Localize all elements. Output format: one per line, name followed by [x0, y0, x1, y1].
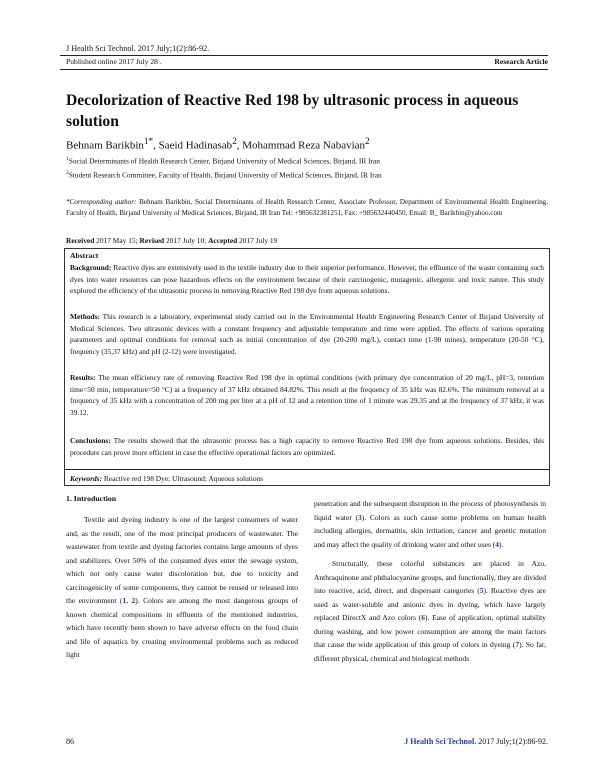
- accepted-label: Accepted: [208, 236, 238, 245]
- section-heading: 1. Introduction: [66, 494, 117, 503]
- author-affiliation-mark: 2: [232, 136, 237, 146]
- revised-date: 2017 July 10;: [164, 236, 209, 245]
- affiliation-mark: 1: [66, 156, 69, 162]
- abstract-heading: Abstract: [70, 251, 99, 260]
- paragraph-text: ). Reactive dyes are used as water-soluble and anionic dyes in dyeing, which have largely replaced DirectX and Azo colors (: [314, 586, 546, 622]
- intro-paragraph-2: [314, 497, 546, 551]
- paragraph-text: Structurally, these colorful substances are placed in Azo, Anthraquinone and phthalocyanine groups, and functionally, they are divided into reactive, acid, direct, and dispersant categories (: [314, 559, 546, 595]
- paragraph-text: Textile and dyeing industry is one of the largest consumers of water and, as the result, one of the most principal producers of wastewater. The wastewater from textile and dyeing factories contains large amounts of dyes and stabilizers. Over 50% of the consumed dyes enter the sewage system, which not only cause water discoloration but, due to toxicity and carcinogenicity of some components, they cannot be reused or released into the environment (: [66, 515, 298, 605]
- corresponding-label: *Corresponding author:: [66, 198, 137, 206]
- background-label: Background:: [70, 263, 112, 272]
- abstract-conclusions: [70, 435, 544, 458]
- header-rule-bottom: [60, 69, 548, 70]
- methods-text: This research is a laboratory, experimental study carried out in the Environmental Health Engineering Research Center of Birjand University of Medical Sciences. Two ultrasonic devices with a constant frequency and adjustable temperature and time were applied. The effects of various operating parameters and optimal conditions for removal such as initial concentration of dye (20-200 mg/L), contact time (1-90 mines), temperature (20-50 °C), frequency (35,37 kHz) and pH (2-12) were investigated.: [70, 312, 544, 356]
- footer-citation: [404, 737, 548, 746]
- dates-line: [66, 236, 277, 245]
- conclusions-label: Conclusions:: [70, 436, 111, 445]
- corresponding-text: Behnam Barikbin, Social Determinants of Health Research Center, Associate Professor, Department of Environmental Health Engineering, Faculty of Health, Birjand University of Medical Sciences, Birjand, IR Iran Tel: +985632381251, Fax: +985632440450, Email: B_ Barikbin@yahoo.com: [66, 198, 548, 217]
- citation-link[interactable]: 7: [515, 640, 520, 649]
- abstract-methods: [70, 311, 544, 357]
- author-affiliation-mark: 2: [365, 136, 370, 146]
- author-name: Behnam Barikbin: [66, 139, 144, 152]
- citation-link[interactable]: 1: [122, 596, 127, 605]
- paragraph-text: ). So far, different physical, chemical and biological methods: [314, 640, 546, 663]
- author-list: Behnam Barikbin$^{1*}$, Saeid Hadinasab$^2$, Mohammad Reza Nabavian$^2$: [66, 136, 370, 152]
- received-label: Received: [66, 236, 95, 245]
- author-name: Mohammad Reza Nabavian: [242, 139, 366, 152]
- received-date: 2017 May 15;: [94, 236, 140, 245]
- author-name: Saeid Hadinasab: [158, 139, 233, 152]
- affiliation-text: Student Research Committee, Faculty of Health, Birjand University of Medical Sciences, Birjand, IR Iran: [68, 170, 382, 180]
- footer-citation-text: 2017 July;1(2):86-92.: [476, 737, 548, 746]
- citation-link[interactable]: 4: [495, 539, 500, 549]
- published-date: Published online 2017 July 28 .: [66, 57, 162, 66]
- paragraph-text: ). Colors as such cause some problems on human health including allergies, dermatitis, skin irritation, cancer and genetic mutation and may affect the quality of drinking water and other uses (: [314, 512, 547, 549]
- article-type: Research Article: [494, 57, 548, 66]
- corresponding-author: [66, 197, 548, 219]
- footer-journal: J Health Sci Technol.: [404, 737, 477, 746]
- background-text: Reactive dyes are extensively used in the textile industry due to their superior performance. However, the effluence of the waste containing such dyes into water resources can pose hazardous effects on the environment because of their carcinogenic, mutagenic, allergenic and toxic nature. This study explored the efficiency of the ultrasonic process in removing Reactive Red 198 dye from aqueous solutions.: [70, 263, 544, 296]
- publication-row: [66, 57, 548, 66]
- page-number: 86: [66, 737, 74, 746]
- citation-separator: ,: [126, 596, 132, 605]
- keywords-label: Keywords:: [70, 474, 103, 483]
- affiliation: [66, 156, 380, 165]
- paragraph-text: penetration and the subsequent disruption in the process of photosynthesis in liquid water (: [314, 499, 546, 522]
- paragraph-text: ). Colors are among the most dangerous groups of known chemical compositions in effluents of the mentioned industries, which have recently been shown to have adverse effects on the food chain and life of aquatics by creating environmental problems such as reduced light: [66, 596, 298, 659]
- right-column: [314, 497, 546, 665]
- results-label: Results:: [70, 373, 96, 382]
- citation-link[interactable]: 2: [131, 596, 136, 605]
- keywords-text: Reactive red 198 Dye; Ultrasound; Aqueous solutions: [102, 474, 264, 483]
- left-column: [66, 494, 298, 662]
- affiliation: [66, 170, 382, 179]
- citation-link[interactable]: 5: [479, 586, 484, 595]
- affiliation-mark: 2: [66, 170, 69, 176]
- journal-citation-header: J Health Sci Technol. 2017 July;1(2):86-92.: [66, 44, 210, 53]
- abstract-box: [64, 248, 550, 486]
- paragraph-text: ).: [499, 539, 504, 549]
- abstract-results: [70, 372, 544, 418]
- intro-paragraph-1: [66, 513, 298, 662]
- author-affiliation-mark: 1*: [143, 136, 154, 146]
- keywords-line: [70, 474, 263, 483]
- header-rule: [60, 55, 548, 56]
- intro-paragraph-3: [314, 557, 546, 665]
- revised-label: Revised: [139, 236, 165, 245]
- citation-link[interactable]: 3: [358, 512, 362, 522]
- paragraph-text: ). Ease of application, optimal stability during washing, and low power consumption are among the main factors that cause the wide application of this group of colors in dyeing (: [314, 613, 546, 649]
- accepted-date: 2017 July 19: [237, 236, 278, 245]
- keywords-rule: [65, 469, 549, 470]
- article-title: Decolorization of Reactive Red 198 by ultrasonic process in aqueous solution: [66, 92, 519, 130]
- results-text: The mean efficiency rate of removing Reactive Red 198 dye in optimal conditions (with primary dye concentration of 20 mg/L, pH=3, retention time=50 min, temperature=50 °C) at a frequency of 37 kHz obtained 84.82%. This result at the frequency of 35 kHz was 82.6%. The minimum removal at a frequency of 35 kHz with a concentration of 200 mg per liter at a pH of 12 and a retention time of 1 minute was 29.35 and at the frequency of 37 kHz, it was 39.12.: [70, 373, 544, 417]
- affiliation-text: Social Determinants of Health Research Center, Birjand University of Medical Sciences, Birjand, IR Iran: [68, 156, 380, 166]
- conclusions-text: The results showed that the ultrasonic process has a high capacity to remove Reactive Red 198 dye from aqueous solutions. Besides, this procedure can prove more efficient in case the effective operational factors are optimized.: [70, 436, 544, 457]
- methods-label: Methods:: [70, 312, 100, 321]
- abstract-background: [70, 262, 544, 297]
- citation-link[interactable]: 6: [421, 613, 425, 622]
